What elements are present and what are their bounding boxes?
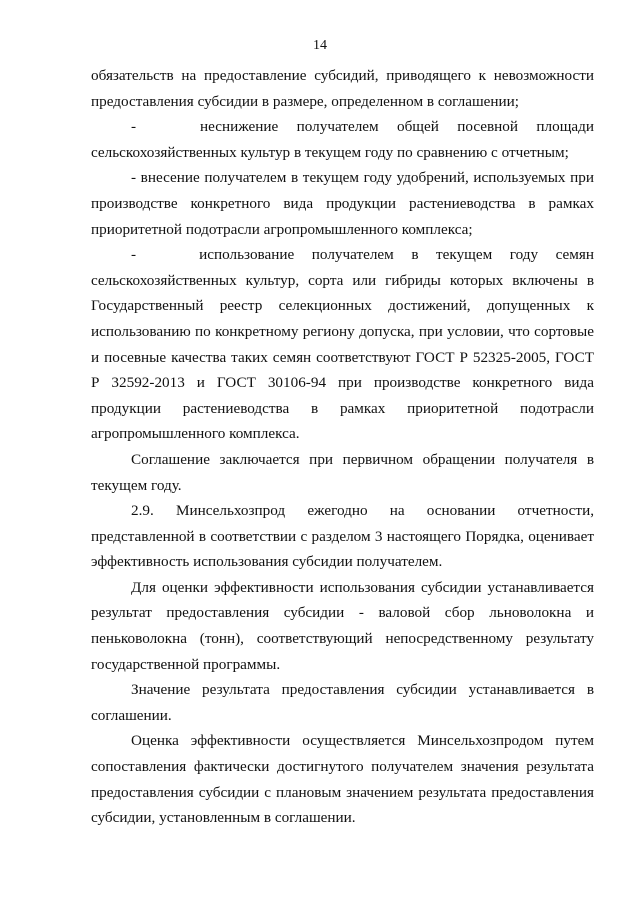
page-number: 14 — [313, 38, 327, 53]
paragraph-8: Значение результата предоставления субсидии устанавливается в соглашении. — [91, 681, 594, 724]
paragraph-2: - неснижение получателем общей посевной площади сельскохозяйственных культур в текущем году по сравнению с отчетным; — [91, 118, 594, 161]
paragraph-5: Соглашение заключается при первичном обращении получателя в текущем году. — [91, 450, 594, 494]
document-body — [91, 63, 594, 831]
paragraph-7: Для оценки эффективности использования субсидии устанавливается результат предоставления субсидии - валовой сбор льноволокна и пеньковолокна (тонн), соответствующий непосредственному результату государственной программы. — [91, 578, 594, 673]
paragraph-9: Оценка эффективности осуществляется Минсельхозпродом путем сопоставления фактически достигнутого получателем значения результата предоставления субсидии с плановым значением результата предоставления субсидии, установленным в соглашении. — [91, 732, 594, 827]
paragraph-3: - внесение получателем в текущем году удобрений, используемых при производстве конкретного вида продукции растениеводства в рамках приоритетной подотрасли агропромышленного комплекса; — [91, 169, 594, 238]
paragraph-6: 2.9. Минсельхозпрод ежегодно на основании отчетности, представленной в соответствии с разделом 3 настоящего Порядка, оценивает эффективность использования субсидии получателем. — [91, 502, 594, 571]
paragraph-4: - использование получателем в текущем году семян сельскохозяйственных культур, сорта или гибриды которых включены в Государственный реестр селекционных достижений, допущенных к использованию по конкретному региону допуска, при условии, что сортовые и посевные качества таких семян соответствуют ГОСТ Р 52325-2005, ГОСТ Р 32592-2013 и ГОСТ 30106-94 при производстве конкретного вида продукции растениеводства в рамках приоритетной подотрасли агропромышленного комплекса. — [91, 246, 594, 443]
paragraph-1: обязательств на предоставление субсидий, приводящего к невозможности предоставления субсидии в размере, определенном в соглашении; — [91, 67, 594, 110]
